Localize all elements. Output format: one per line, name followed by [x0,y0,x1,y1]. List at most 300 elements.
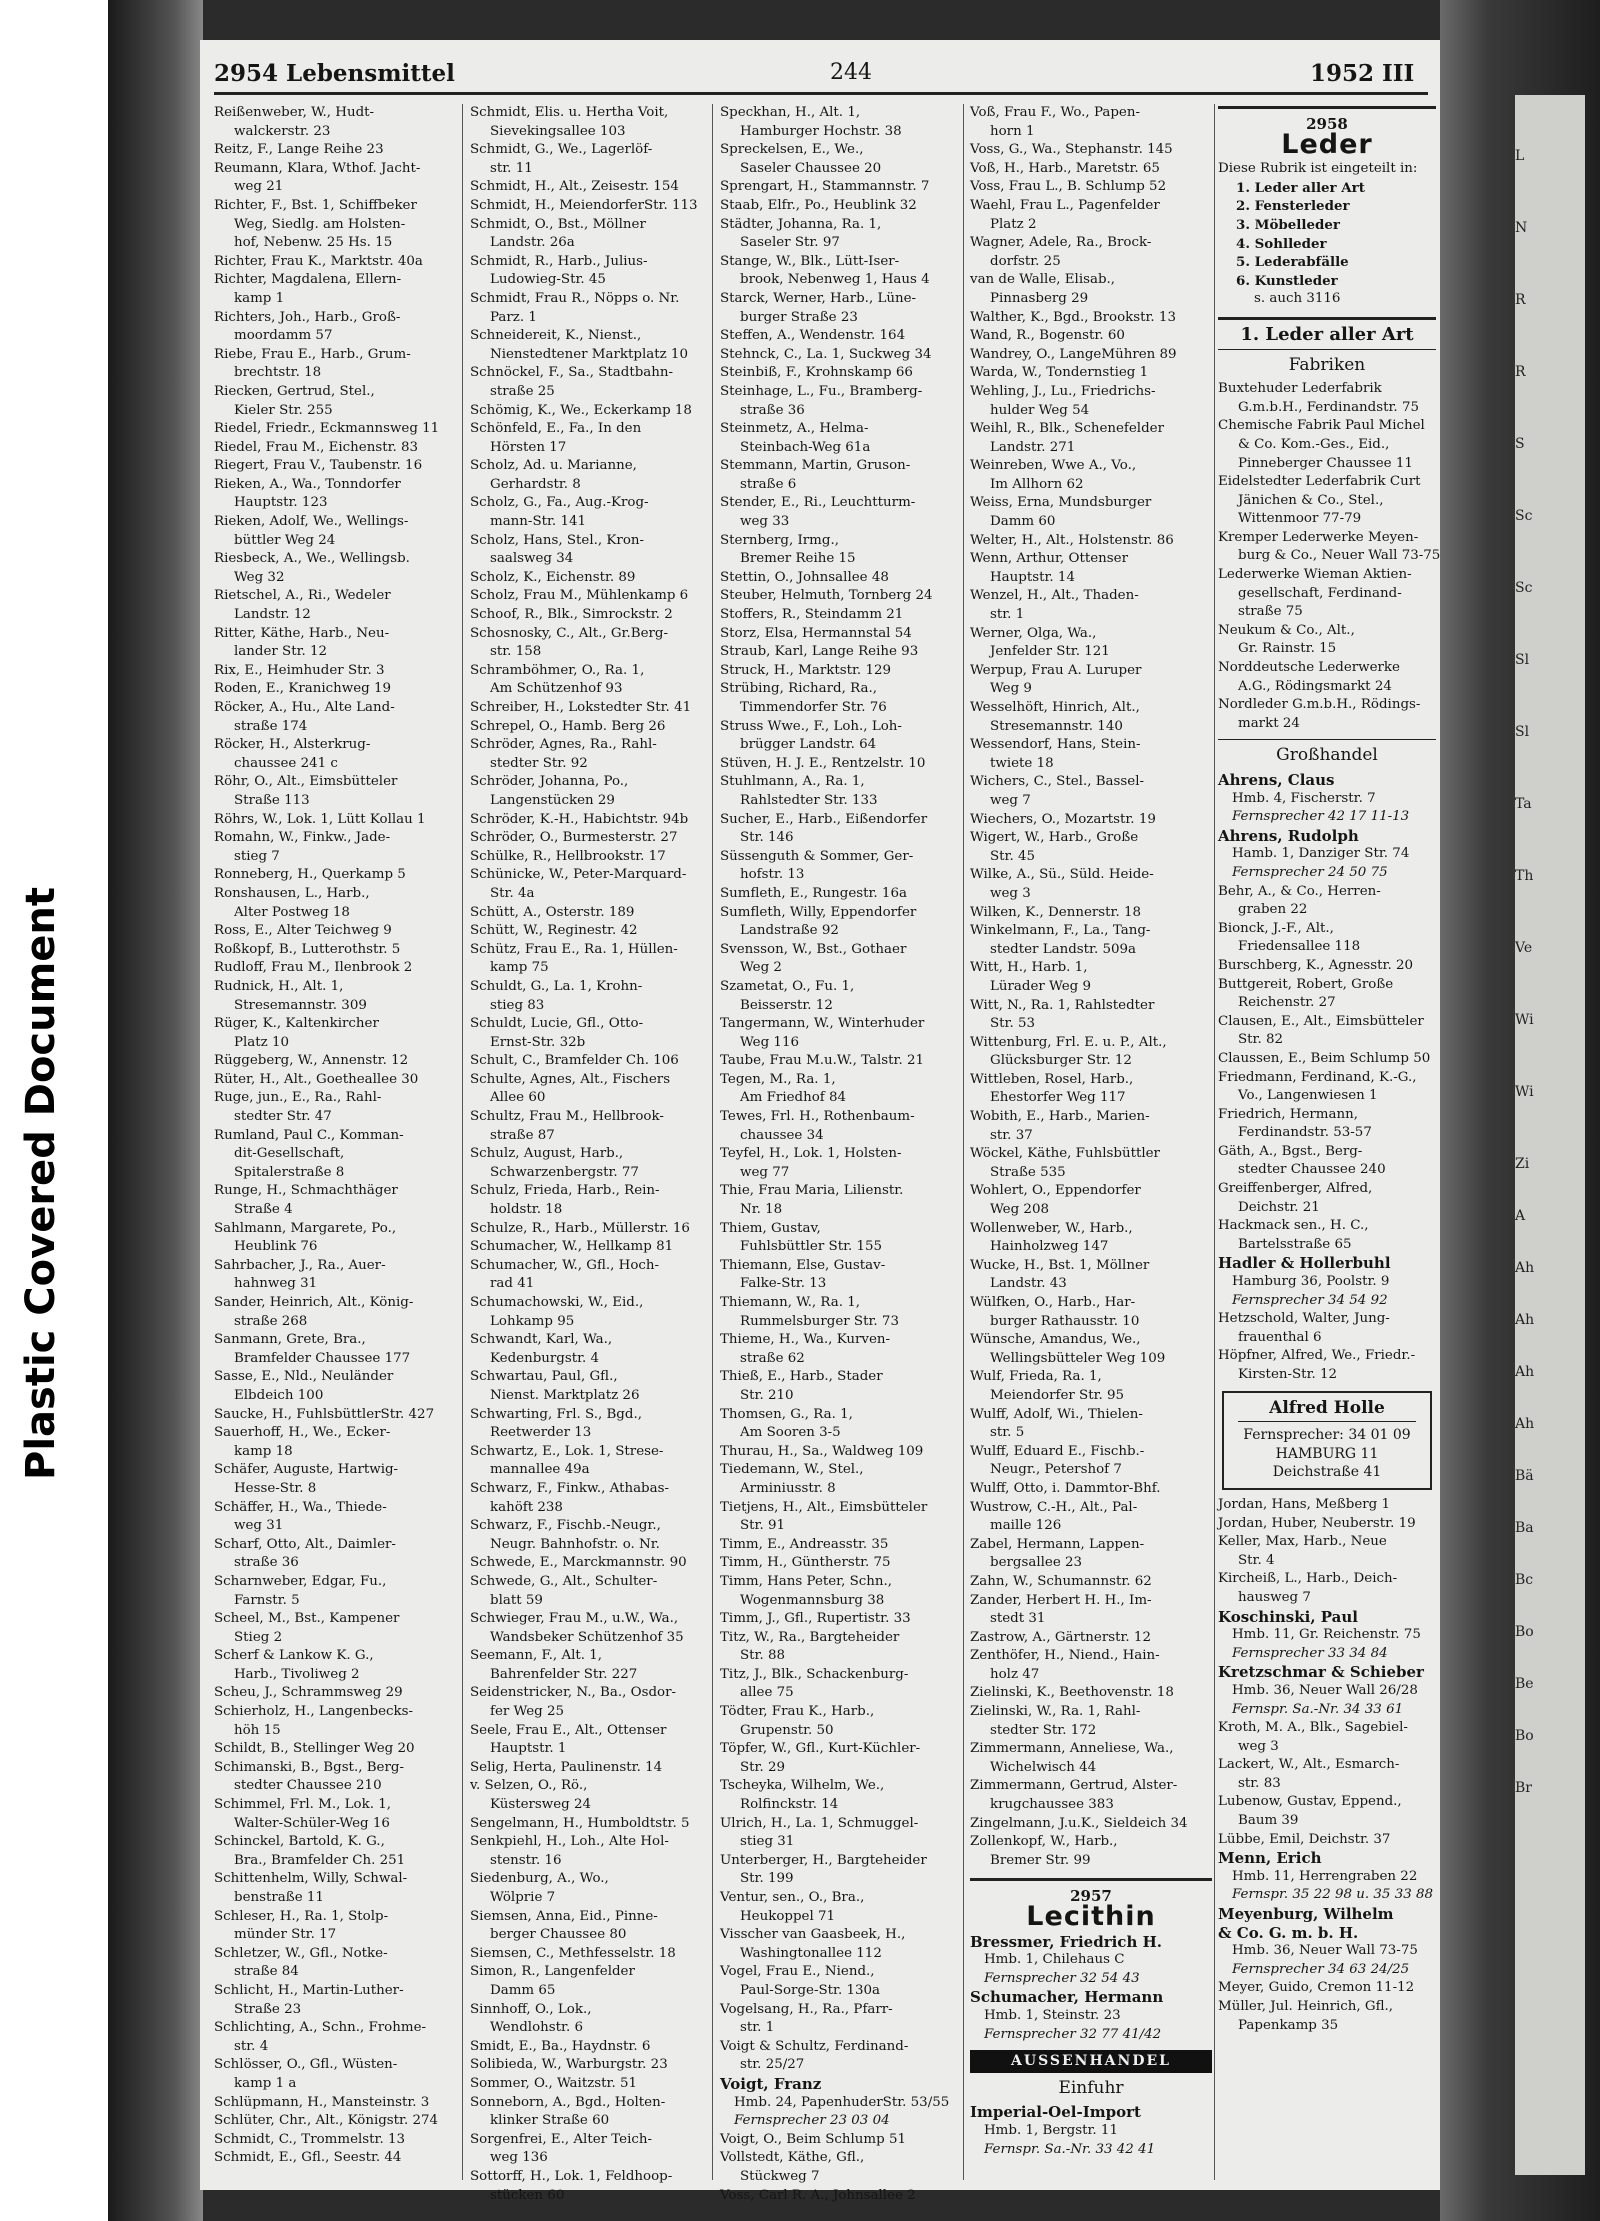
entry-name-line: Stüven, H. J. E., Rentzelstr. 10 [720,755,926,771]
directory-entry [214,625,454,662]
entry-name-line: Meyer, Guido, Cremon 11-12 [1218,1980,1415,1996]
directory-entry [720,848,960,885]
entry-name-line: Romahn, W., Finkw., Jade- [214,830,391,846]
entry-continuation-line: Ferdinandstr. 53-57 [1238,1125,1372,1141]
directory-entry [1218,1013,1436,1050]
entry-name-line: Rudnick, H., Alt. 1, [214,978,344,994]
entry-continuation-line: Langenstücken 29 [490,792,615,808]
directory-entry [214,1536,454,1573]
entry-continuation-line: krugchaussee 383 [990,1797,1114,1813]
directory-entry [970,662,1212,699]
entry-continuation-line: Hauptstr. 123 [234,495,328,511]
directory-entry [214,1368,454,1405]
entry-continuation-line: Schwarzenbergstr. 77 [490,1164,639,1180]
entry-continuation-line: Stresemannstr. 140 [990,718,1123,734]
entry-name-line: Schmidt, Frau R., Nöpps o. Nr. [470,290,680,306]
left-strip [0,0,108,2221]
directory-entry [214,1684,454,1703]
directory-entry [970,587,1212,624]
directory-entry [214,1052,454,1071]
directory-entry [214,1759,454,1796]
entry-continuation-line: moordamm 57 [234,328,333,344]
directory-entry [970,197,1212,234]
directory-entry [1218,380,1436,417]
directory-entry [470,587,710,606]
directory-entry [720,1368,960,1405]
next-page-fragment: Sc [1515,580,1533,596]
entry-continuation-line: markt 24 [1238,715,1300,731]
entry-name-line: Schmidt, G., We., Lagerlöf- [470,142,653,158]
entry-name-line: Thieß, E., Harb., Stader [720,1369,883,1385]
entry-name-line: Rix, E., Heimhuder Str. 3 [214,662,385,678]
directory-entry [470,1480,710,1517]
entry-name-line: Richters, Joh., Harb., Groß- [214,309,401,325]
entry-name-line: Zahn, W., Schumannstr. 62 [970,1573,1152,1589]
directory-entry [970,364,1212,383]
entry-continuation-line: saalsweg 34 [490,551,574,567]
entry-name-line: Speckhan, H., Alt. 1, [720,105,861,120]
directory-entry [720,420,960,457]
entry-continuation-line: Str. 4a [490,885,535,901]
entry-continuation-line: Stresemannstr. 309 [234,997,367,1013]
entry-name-line: Sprengart, H., Stammannstr. 7 [720,179,930,195]
directory-entry [720,2131,960,2150]
menn-phone: Fernspr. 35 22 98 u. 35 33 88 [1232,1887,1434,1903]
directory-entry [1218,883,1436,920]
koschinski-name: Koschinski, Paul [1218,1607,1358,1626]
leder-subsection-item: 3. Möbelleder [1236,216,1340,233]
next-page-fragment: Ah [1515,1416,1535,1432]
directory-entry [470,104,710,141]
entry-continuation-line: Saseler Str. 97 [740,235,840,251]
directory-entry [1218,659,1436,696]
entry-name-line: Reißenweber, W., Hudt- [214,105,375,120]
directory-entry [970,494,1212,531]
entry-name-line: Schmidt, O., Bst., Möllner [470,216,646,232]
directory-entry [214,941,454,960]
entry-name-line: Schwandt, Karl, Wa., [470,1332,613,1348]
entry-name-line: Svensson, W., Bst., Gothaer [720,941,907,957]
directory-entry [970,234,1212,271]
directory-entry [970,178,1212,197]
entry-name-line: Wünsche, Amandus, We., [970,1332,1141,1348]
entry-name-line: Sinnhoff, O., Lok., [470,2001,592,2017]
entry-continuation-line: weg 7 [990,792,1031,808]
directory-entry [970,1777,1212,1814]
directory-entry [970,1071,1212,1108]
entry-name-line: Richter, F., Bst. 1, Schiffbeker [214,197,417,213]
entry-name-line: Schumachowski, W., Eid., [470,1295,644,1310]
aussenhandel-banner: AUSSENHANDEL [970,2050,1212,2073]
entry-continuation-line: Wellingsbütteler Weg 109 [990,1350,1166,1366]
directory-entry [214,2056,454,2093]
next-page-fragment: Bo [1515,1728,1534,1744]
entry-continuation-line: Am Friedhof 84 [740,1090,847,1106]
entry-name-line: Schülke, R., Hellbrookstr. 17 [470,848,666,864]
entry-name-line: Schinckel, Bartold, K. G., [214,1834,385,1850]
entry-continuation-line: Gerhardstr. 8 [490,476,581,492]
entry-name-line: Zabel, Hermann, Lappen- [970,1536,1145,1552]
directory-entry [1218,1050,1436,1069]
entry-name-line: Siemsen, C., Methfesselstr. 18 [470,1945,676,1961]
entry-name-line: Reumann, Klara, Wthof. Jacht- [214,160,421,176]
directory-entry [720,978,960,1015]
directory-entry [470,922,710,941]
directory-entry [720,904,960,941]
directory-entry [214,104,454,141]
directory-entry [214,1740,454,1759]
directory-entry [470,1331,710,1368]
entry-continuation-line: Gr. Rainstr. 15 [1238,641,1337,657]
entry-name-line: Wesselhöft, Hinrich, Alt., [970,700,1140,715]
entry-name-line: Selig, Herta, Paulinenstr. 14 [470,1759,663,1775]
imperial-oel-name: Imperial-Oel-Import [970,2103,1141,2122]
ahrens-rudolph-name: Ahrens, Rudolph [1218,826,1359,845]
entry-name-line: Bionck, J.-F., Alt., [1218,920,1334,936]
entry-name-line: Schmidt, E., Gfl., Seestr. 44 [214,2150,402,2166]
koschinski-phone: Fernsprecher 33 34 84 [1232,1645,1388,1661]
entry-name-line: Senkpiehl, H., Loh., Alte Hol- [470,1834,669,1850]
entry-name-line: Siemsen, Anna, Eid., Pinne- [470,1908,658,1924]
entry-continuation-line: Rolfinckstr. 14 [740,1797,839,1813]
directory-entry [970,141,1212,160]
directory-entry [470,290,710,327]
entry-name-line: Schwede, E., Marckmannstr. 90 [470,1555,687,1571]
directory-entry [1218,622,1436,659]
directory-entry [470,848,710,867]
entry-continuation-line: Papenkamp 35 [1238,2017,1339,2033]
entry-name-line: Roden, E., Kranichweg 19 [214,681,391,697]
entry-name-line: Richter, Magdalena, Ellern- [214,272,402,288]
directory-entry [720,457,960,494]
directory-entry [720,1015,960,1052]
entry-continuation-line: klinker Straße 60 [490,2113,610,2129]
column-4 [970,104,1212,2184]
ad-rule [1238,1421,1416,1422]
entry-continuation-line: Bahrenfelder Str. 227 [490,1666,638,1682]
directory-entry [720,141,960,178]
directory-entry [470,569,710,588]
directory-entry [470,1145,710,1182]
menn-name: Menn, Erich [1218,1849,1322,1868]
directory-entry [470,866,710,903]
directory-entry [470,420,710,457]
entry-continuation-line: stücken 60 [490,2187,565,2203]
directory-entry [470,1182,710,1219]
entry-name-line: Chemische Fabrik Paul Michel [1218,418,1425,434]
directory-entry [1218,1347,1436,1384]
entry-name-line: Scholz, K., Eichenstr. 89 [470,569,636,585]
directory-entry [470,253,710,290]
running-head-right: 1952 III [1310,60,1415,87]
entry-continuation-line: Lürader Weg 9 [990,978,1091,994]
entry-name-line: Stuhlmann, A., Ra. 1, [720,774,865,790]
entry-name-line: Rumland, Paul C., Komman- [214,1127,404,1143]
directory-entry [970,699,1212,736]
next-page-fragment: Sl [1515,724,1530,740]
next-page-fragment: R [1515,364,1526,380]
directory-entry [1218,1069,1436,1106]
entry-name-line: Schmidt, H., MeiendorferStr. 113 [470,197,698,213]
entry-name-line: Szametat, O., Fu. 1, [720,978,855,994]
entry-name-line: Sottorff, H., Lok. 1, Feldhoop- [470,2168,673,2184]
entry-continuation-line: burger Straße 23 [740,309,858,325]
directory-entry [1218,473,1436,529]
directory-entry [1218,417,1436,473]
directory-entry [470,364,710,401]
grosshandel-heading: Großhandel [1276,745,1378,766]
entry-continuation-line: stieg 31 [740,1834,795,1850]
entry-continuation-line: straße 6 [740,476,797,492]
entry-continuation-line: Wichelwisch 44 [990,1759,1097,1775]
entry-name-line: Witt, H., Harb. 1, [970,960,1088,976]
entry-name-line: Unterberger, H., Bargteheider [720,1852,927,1868]
entry-continuation-line: Bramfelder Chaussee 177 [234,1350,411,1366]
leder-subsection-list [1218,179,1436,291]
directory-entry [720,1406,960,1443]
directory-entry [470,1833,710,1870]
entry-name-line: Thiem, Gustav, [720,1220,821,1236]
entry-continuation-line: Reichenstr. 27 [1238,995,1336,1011]
entry-continuation-line: mann-Str. 141 [490,514,587,530]
directory-entry [214,271,454,308]
entry-name-line: Werpup, Frau A. Luruper [970,662,1142,678]
entry-name-line: Müller, Jul. Heinrich, Gfl., [1218,1999,1394,2014]
meyenburg-name: Meyenburg, Wilhelm [1218,1905,1394,1924]
directory-entry [214,978,454,1015]
lecithin-section-title: Lecithin [1026,1901,1156,1932]
directory-entry [470,1554,710,1573]
entry-continuation-line: Landstr. 43 [990,1276,1067,1292]
entry-continuation-line: Weg 208 [990,1202,1049,1218]
entry-continuation-line: straße 36 [740,402,805,418]
directory-entry [970,866,1212,903]
entry-continuation-line: Str. 45 [990,848,1036,864]
entry-continuation-line: Nr. 18 [740,1202,783,1218]
directory-entry [470,2094,710,2131]
entry-name-line: Kroth, M. A., Blk., Sagebiel- [1218,1720,1408,1736]
directory-entry [214,1703,454,1740]
directory-entry [214,1089,454,1126]
imperial-oel-phone: Fernspr. Sa.-Nr. 33 42 41 [984,2141,1156,2157]
entry-name-line: Stoffers, R., Steindamm 21 [720,607,904,623]
directory-entry [214,1796,454,1833]
entry-name-line: Tangermann, W., Winterhuder [720,1016,925,1032]
entry-continuation-line: Neugr. Bahnhofstr. o. Nr. [490,1536,660,1552]
directory-entry [214,1015,454,1052]
entry-name-line: Scholz, Hans, Stel., Kron- [470,532,645,548]
entry-name-line: Thiemann, W., Ra. 1, [720,1295,861,1310]
entry-continuation-line: frauenthal 6 [1238,1329,1322,1345]
entry-name-line: Teyfel, H., Lok. 1, Holsten- [720,1146,902,1162]
next-page-fragment: L [1515,148,1525,164]
directory-entry [720,104,960,141]
entry-name-line: van de Walle, Elisab., [970,272,1116,288]
entry-continuation-line: bergsallee 23 [990,1555,1083,1571]
directory-entry [470,327,710,364]
next-page-fragment: Zi [1515,1156,1530,1172]
next-page-fragment: Sl [1515,652,1530,668]
entry-name-line: Schwieger, Frau M., u.W., Wa., [470,1611,679,1627]
holle-ad-name: Alfred Holle [1269,1397,1385,1418]
entry-name-line: Werner, Olga, Wa., [970,625,1097,641]
directory-entry [470,1870,710,1907]
directory-entry [214,1461,454,1498]
entry-name-line: Schulz, Frieda, Harb., Rein- [470,1183,660,1199]
entry-name-line: Visscher van Gaasbeek, H., [720,1927,906,1943]
directory-entry [1218,1515,1436,1534]
entry-name-line: Sommer, O., Waitzstr. 51 [470,2075,637,2091]
entry-continuation-line: höh 15 [234,1722,281,1738]
entry-name-line: Friedrich, Hermann, [1218,1106,1358,1122]
entry-continuation-line: Jänichen & Co., Stel., [1238,492,1384,508]
entry-name-line: Zielinski, W., Ra. 1, Rahl- [970,1704,1141,1720]
entry-continuation-line: str. 4 [234,2038,269,2054]
entry-name-line: Schwartau, Paul, Gfl., [470,1369,618,1385]
entry-name-line: Thomsen, G., Ra. 1, [720,1406,853,1422]
entry-continuation-line: kamp 18 [234,1443,293,1459]
directory-entry [1218,696,1436,733]
directory-entry [720,1926,960,1963]
directory-entry [214,420,454,439]
directory-entry [720,941,960,978]
entry-continuation-line: Spitalerstraße 8 [234,1164,345,1180]
entry-continuation-line: Platz 10 [234,1034,290,1050]
column-5 [1218,104,1441,2184]
directory-entry [970,532,1212,551]
directory-entry [1218,957,1436,976]
leder-subsection-item: 2. Fensterleder [1236,198,1350,215]
entry-continuation-line: brook, Nebenweg 1, Haus 4 [740,272,930,288]
lecithin-section-number: 2957 [1070,1887,1112,1906]
directory-entry [470,1368,710,1405]
entry-name-line: Stange, W., Blk., Lütt-Iser- [720,253,900,269]
directory-entry [214,2131,454,2150]
entry-name-line: Vogel, Frau E., Niend., [720,1964,875,1980]
entry-continuation-line: Meiendorfer Str. 95 [990,1387,1125,1403]
directory-entry [214,1870,454,1907]
directory-entry [970,811,1212,830]
entry-name-line: Buxtehuder Lederfabrik [1218,381,1382,397]
directory-entry [720,532,960,569]
entry-continuation-line: Bremer Str. 99 [990,1852,1091,1868]
entry-name-line: Kremper Lederwerke Meyen- [1218,529,1419,545]
directory-entry [214,439,454,458]
directory-entry [214,1257,454,1294]
entry-name-line: Schwarz, F., Finkw., Athabas- [470,1480,670,1496]
entry-name-line: Solibieda, W., Warburgstr. 23 [470,2057,668,2073]
entry-name-line: Scholz, G., Fa., Aug.-Krog- [470,495,649,511]
entry-name-line: Walther, K., Bgd., Brookstr. 13 [970,309,1176,325]
entry-continuation-line: Vo., Langenwiesen 1 [1238,1088,1378,1104]
leder-subsection-item: 5. Lederabfälle [1236,254,1349,271]
entry-continuation-line: Bremer Reihe 15 [740,551,856,567]
entry-continuation-line: str. 83 [1238,1775,1281,1791]
directory-entry [470,811,710,830]
entry-continuation-line: straße 84 [234,1964,299,1980]
entry-name-line: Schmidt, H., Alt., Zeisestr. 154 [470,179,679,195]
entry-name-line: Siedenburg, A., Wo., [470,1871,609,1887]
directory-entry [214,1610,454,1647]
entry-continuation-line: Heukoppel 71 [740,1908,836,1924]
entry-continuation-line: Wendlohstr. 6 [490,2020,583,2036]
entry-name-line: Schröder, Agnes, Ra., Rahl- [470,737,657,753]
directory-entry [214,922,454,941]
leder-intro: Diese Rubrik ist eingeteilt in: [1218,161,1418,177]
entry-continuation-line: weg 3 [1238,1738,1279,1754]
entry-continuation-line: stedt 31 [990,1611,1046,1627]
entry-name-line: Claussen, E., Beim Schlump 50 [1218,1050,1431,1066]
hadler-address: Hamburg 36, Poolstr. 9 [1232,1274,1390,1290]
leder-subsection-item: 6. Kunstleder [1236,272,1338,289]
directory-entry [970,346,1212,365]
entry-name-line: Sengelmann, H., Humboldtstr. 5 [470,1815,690,1831]
entry-name-line: Keller, Max, Harb., Neue [1218,1534,1387,1550]
directory-entry [1218,920,1436,957]
entry-continuation-line: str. 158 [490,644,542,660]
entry-name-line: Wulff, Eduard E., Fischb.- [970,1443,1145,1459]
directory-entry [720,2001,960,2038]
entry-continuation-line: benstraße 11 [234,1890,324,1905]
grosshandel-entries-2 [1218,1310,1436,1384]
entry-name-line: Riesbeck, A., We., Wellingsb. [214,551,410,567]
entry-name-line: Jordan, Hans, Meßberg 1 [1218,1496,1391,1512]
entry-name-line: Schönfeld, E., Fa., In den [470,421,642,437]
directory-entry [470,1443,710,1480]
directory-entry [720,1052,960,1071]
directory-entry [470,1777,710,1814]
entry-continuation-line: Str. 210 [740,1387,794,1403]
entry-name-line: Schneidereit, K., Nienst., [470,328,642,344]
entry-continuation-line: Landstr. 12 [234,607,311,623]
directory-entry [1218,1180,1436,1217]
entry-name-line: Thiemann, Else, Gustav- [720,1257,886,1273]
next-page-fragment: Bc [1515,1572,1534,1588]
entry-continuation-line: Harb., Tivoliweg 2 [234,1666,360,1682]
entry-name-line: Schosnosky, C., Alt., Gr.Berg- [470,625,668,641]
entry-name-line: Tegen, M., Ra. 1, [720,1071,836,1087]
directory-entry [720,1554,960,1573]
directory-entry [470,494,710,531]
entry-name-line: Steuber, Helmuth, Tornberg 24 [720,588,933,604]
plastic-cover-label: Plastic Covered Document [18,886,64,1480]
entry-name-line: Schultz, Frau M., Hellbrook- [470,1109,664,1125]
directory-entry [470,904,710,923]
entry-name-line: Greiffenberger, Alfred, [1218,1181,1373,1197]
directory-entry [720,569,960,588]
directory-entry [970,1480,1212,1499]
entry-continuation-line: Str. 199 [740,1871,794,1887]
directory-entry [720,327,960,346]
holle-advertisement [1222,1391,1432,1490]
directory-entry [970,1815,1212,1834]
entry-name-line: Thurau, H., Sa., Waldweg 109 [720,1443,924,1459]
next-page-fragment: A [1515,1208,1526,1224]
entry-name-line: Scharf, Otto, Alt., Daimler- [214,1536,396,1552]
entry-continuation-line: Kieler Str. 255 [234,402,333,418]
entry-name-line: Starck, Werner, Harb., Lüne- [720,290,917,306]
entry-continuation-line: Arminiusstr. 8 [740,1480,836,1496]
directory-entry [970,959,1212,996]
leder-subsection-item: 4. Sohlleder [1236,235,1327,252]
directory-entry [1218,1533,1436,1570]
entry-name-line: Sahlmann, Margarete, Po., [214,1220,397,1236]
entry-name-line: Städter, Johanna, Ra. 1, [720,216,882,232]
entry-continuation-line: Hauptstr. 1 [490,1741,567,1757]
entry-name-line: Zollenkopf, W., Harb., [970,1834,1118,1850]
directory-entry [720,1740,960,1777]
entry-continuation-line: Weg, Siedlg. am Holsten- [234,216,406,232]
